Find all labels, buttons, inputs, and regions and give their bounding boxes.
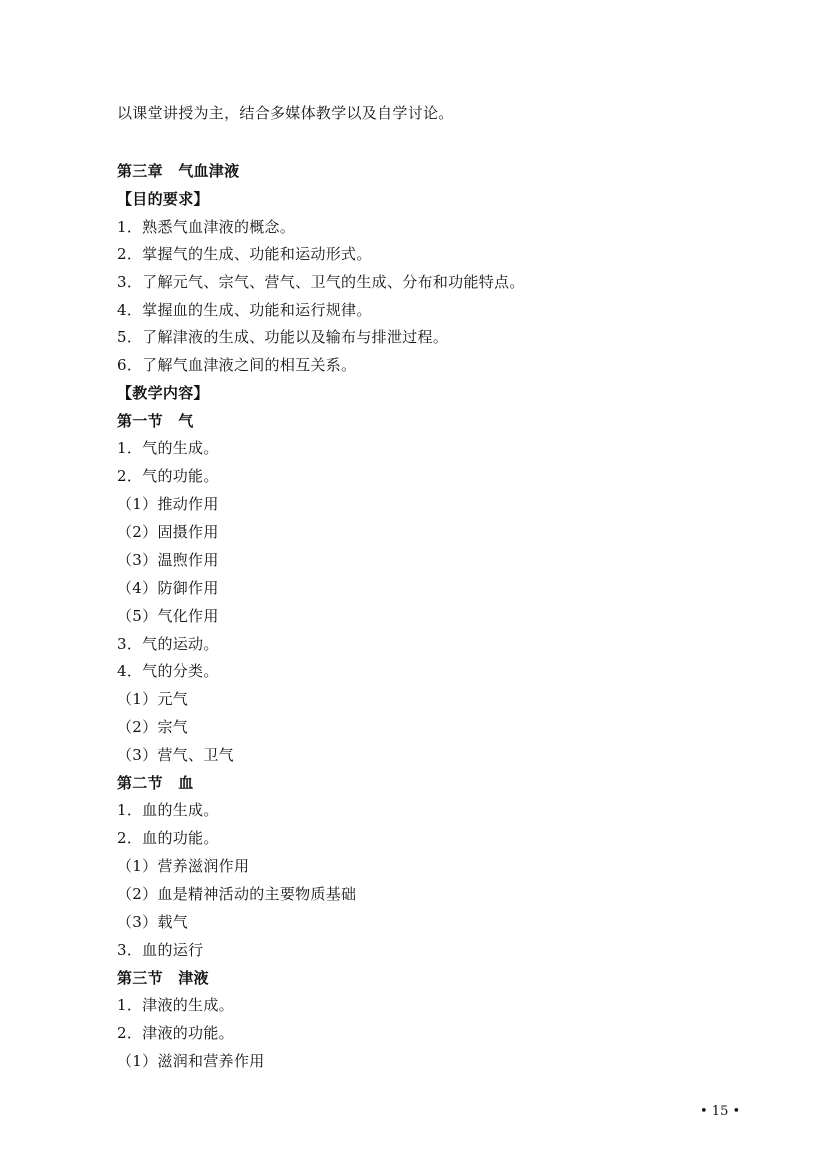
section-1-item: 1．气的生成。 <box>117 439 219 457</box>
section-3-item: 1．津液的生成。 <box>117 996 234 1014</box>
section-1-item: （3）营气、卫气 <box>117 746 234 764</box>
section-1-title: 第一节 气 <box>117 412 194 430</box>
content-heading: 【教学内容】 <box>117 384 209 402</box>
section-2-item: 1．血的生成。 <box>117 801 219 819</box>
section-1-item: （1）元气 <box>117 690 189 708</box>
section-2-item: 3．血的运行 <box>117 941 204 959</box>
section-1-item: （5）气化作用 <box>117 607 219 625</box>
objective-item: 5．了解津液的生成、功能以及输布与排泄过程。 <box>117 328 449 346</box>
page-number: • 15 • <box>700 1104 741 1119</box>
objectives-heading: 【目的要求】 <box>117 190 209 208</box>
section-1-item: （2）固摄作用 <box>117 523 219 541</box>
section-1-item: 4．气的分类。 <box>117 662 219 680</box>
section-2-item: （2）血是精神活动的主要物质基础 <box>117 885 357 903</box>
objective-item: 6．了解气血津液之间的相互关系。 <box>117 356 357 374</box>
objective-item: 2．掌握气的生成、功能和运动形式。 <box>117 245 372 263</box>
objective-item: 4．掌握血的生成、功能和运行规律。 <box>117 301 372 319</box>
section-2-item: （1）营养滋润作用 <box>117 857 250 875</box>
intro-paragraph: 以课堂讲授为主，结合多媒体教学以及自学讨论。 <box>117 104 454 122</box>
section-2-item: 2．血的功能。 <box>117 829 219 847</box>
section-1-item: （1）推动作用 <box>117 495 219 513</box>
section-2-item: （3）载气 <box>117 913 189 931</box>
section-3-title: 第三节 津液 <box>117 969 209 987</box>
section-1-item: 3．气的运动。 <box>117 635 219 653</box>
section-2-title: 第二节 血 <box>117 774 194 792</box>
section-1-item: （3）温煦作用 <box>117 551 219 569</box>
section-3-item: （1）滋润和营养作用 <box>117 1052 265 1070</box>
objective-item: 1．熟悉气血津液的概念。 <box>117 218 296 236</box>
section-1-item: （4）防御作用 <box>117 579 219 597</box>
section-1-item: （2）宗气 <box>117 718 189 736</box>
objective-item: 3．了解元气、宗气、营气、卫气的生成、分布和功能特点。 <box>117 273 525 291</box>
chapter-title: 第三章 气血津液 <box>117 162 240 180</box>
section-3-item: 2．津液的功能。 <box>117 1024 234 1042</box>
section-1-item: 2．气的功能。 <box>117 467 219 485</box>
